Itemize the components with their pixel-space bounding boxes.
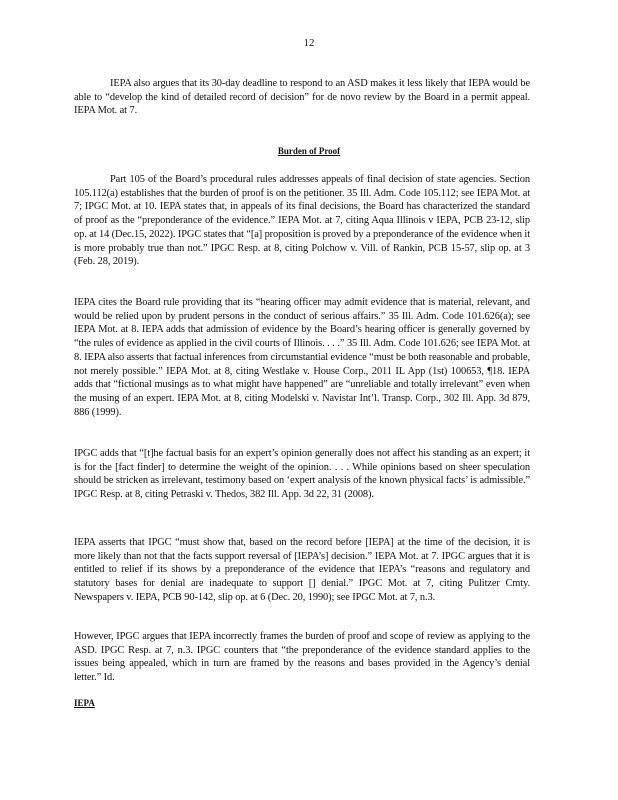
paragraph-part-105: Part 105 of the Board’s procedural rules addresses appeals of final decision of state agencies. Section 105.112(a) establishes that the burden of proof is on the petitioner. 35 Ill. Adm. Code 105.112; see IEPA Mot. at 7; IPGC Mot. at 10. IEPA states that, in appeals of its final decisions, the Board has characterized the standard of proof as the “preponderance of the evidence.” IEPA Mot. at 7, citing Aqua Illinois v IEPA, PCB 23-12, slip op. at 14 (Dec.15, 2022). IPGC states that “[a] proposition is proved by a preponderance of the evidence when it is more probably true than not.” IPGC Resp. at 8, citing Polchow v. Vill. of Rankin, PCB 15-57, slip op. at 3 (Feb. 28, 2019).: [74, 174, 530, 268]
page-number: 12: [303, 37, 315, 49]
subheading-iepa: IEPA: [74, 698, 95, 708]
paragraph-evidence-rule: IEPA cites the Board rule providing that its “hearing officer may admit evidence that is material, relevant, and would be relied upon by prudent persons in the conduct of serious affairs.” 35 Ill. Adm. Code 101.626(a); see IEPA Mot. at 8. IEPA adds that admission of evidence by the Board’s hearing officer is generally governed by “the rules of evidence as applied in the civil courts of Illinois. . . .” 35 Ill. Adm. Code 101.626; see IEPA Mot. at 8. IEPA also asserts that factual inferences from circumstantial evidence “must be both reasonable and probable, not merely possible.” IEPA Mot. at 8, citing Westlake v. House Corp., 2011 IL App (1st) 100653, ¶18. IEPA adds that “fictional musings as to what might have happened” are “unreliable and totally irrelevant” even when the musing of an expert. IEPA Mot. at 8, citing Modelski v. Navistar Int’l. Transp. Corp., 302 Ill. App. 3d 879, 886 (1999).: [74, 297, 530, 418]
paragraph-iepa-asserts: IEPA asserts that IPGC “must show that, based on the record before [IEPA] at the time of the decision, it is more likely than not that the facts support reversal of [IEPA’s] decision.” IEPA Mot. at 7. IPGC argues that it is entitled to relief if its shows by a preponderance of the evidence that IEPA’s “reasons and regulatory and statutory bases for denial are inadequate to support [] denial.” IPGC Mot. at 7, citing Pulitzer Cmty. Newspapers v. IEPA, PCB 90-142, slip op. at 6 (Dec. 20, 1990); see IPGC Mot. at 7, n.3.: [74, 537, 530, 603]
paragraph-expert-opinion: IPGC adds that “[t]he factual basis for an expert’s opinion generally does not affect his standing as an expert; it is for the [fact finder] to determine the weight of the opinion. . . . While opinions based on sheer speculation should be stricken as irrelevant, testimony based on ‘expert analysis of the known physical facts’ is admissible.” IPGC Resp. at 8, citing Petraski v. Thedos, 382 Ill. App. 3d 22, 31 (2008).: [74, 448, 530, 501]
paragraph-deadline-argument: IEPA also argues that its 30-day deadline to respond to an ASD makes it less likely that IEPA would be able to “develop the kind of detailed record of decision” for de novo review by the Board in a permit appeal. IEPA Mot. at 7.: [74, 78, 530, 117]
paragraph-ipgc-framing: However, IPGC argues that IEPA incorrectly frames the burden of proof and scope of review as applying to the ASD. IPGC Resp. at 7, n.3. IPGC counters that “the preponderance of the evidence standard applies to the issues being appealed, which in turn are framed by the reasons and bases provided in the Agency’s denial letter.” Id.: [74, 631, 530, 684]
heading-burden-of-proof: Burden of Proof: [277, 146, 341, 156]
section-heading: [0, 146, 618, 156]
